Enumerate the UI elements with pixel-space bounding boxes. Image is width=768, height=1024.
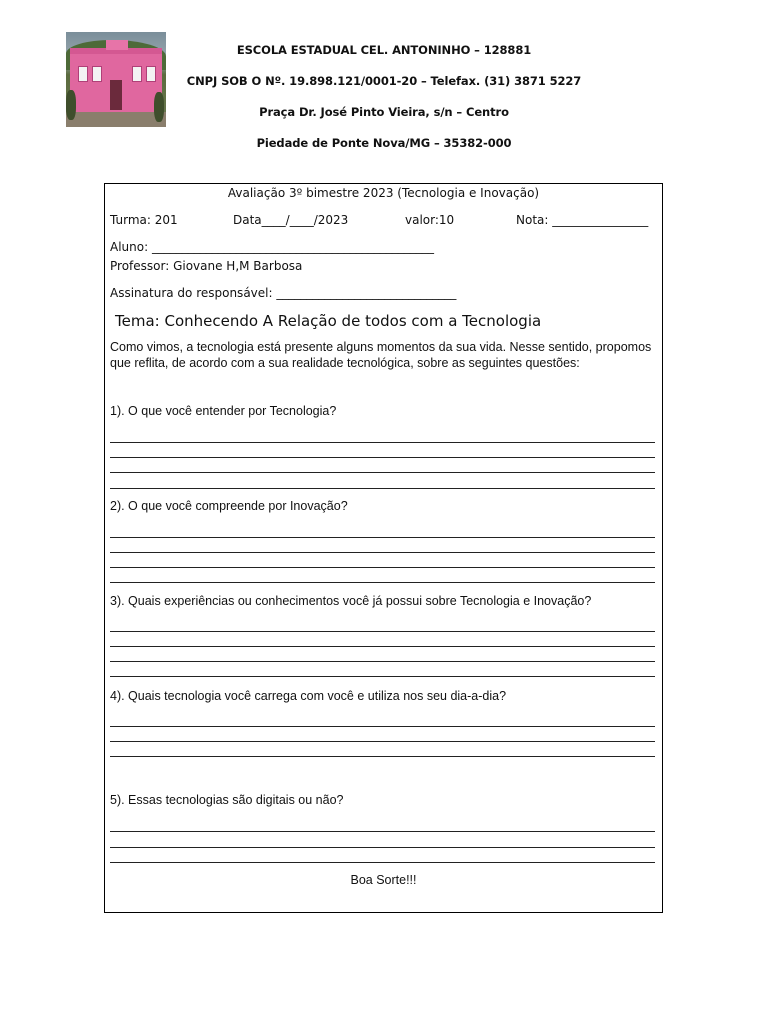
answer-line[interactable]: [110, 646, 655, 647]
answer-line[interactable]: [110, 661, 655, 662]
answer-line[interactable]: [110, 862, 655, 863]
answer-line[interactable]: [110, 831, 655, 832]
answer-line[interactable]: [110, 488, 655, 489]
answer-line[interactable]: [110, 552, 655, 553]
answer-line[interactable]: [110, 442, 655, 443]
school-building-photo: [66, 32, 166, 127]
answer-line[interactable]: [110, 847, 655, 848]
assessment-form: [104, 183, 663, 913]
school-cnpj: CNPJ SOB O Nº. 19.898.121/0001-20 – Telefax. (31) 3871 5227: [186, 74, 582, 88]
grade-field[interactable]: Nota: ________________: [516, 213, 649, 227]
answer-line[interactable]: [110, 741, 655, 742]
form-title: Avaliação 3º bimestre 2023 (Tecnologia e Inovação): [227, 186, 540, 200]
answer-line[interactable]: [110, 756, 655, 757]
question-3: 3). Quais experiências ou conhecimentos você já possui sobre Tecnologia e Inovação?: [110, 594, 592, 608]
question-4: 4). Quais tecnologia você carrega com você e utiliza nos seu dia-a-dia?: [110, 689, 507, 703]
date-field[interactable]: Data____/____/2023: [233, 213, 349, 227]
answer-line[interactable]: [110, 726, 655, 727]
closing-message: Boa Sorte!!!: [350, 873, 417, 887]
intro-paragraph: Como vimos, a tecnologia está presente alguns momentos da sua vida. Nesse sentido, propomos que reflita, de acordo com a sua realidade tecnológica, sobre as seguintes questões:: [110, 340, 652, 370]
school-address: Praça Dr. José Pinto Vieira, s/n – Centro: [259, 105, 509, 119]
answer-line[interactable]: [110, 537, 655, 538]
school-name: ESCOLA ESTADUAL CEL. ANTONINHO – 128881: [236, 43, 532, 57]
guardian-signature-field[interactable]: Assinatura do responsável: ______________________________: [110, 286, 457, 300]
answer-line[interactable]: [110, 676, 655, 677]
answer-line[interactable]: [110, 631, 655, 632]
answer-line[interactable]: [110, 582, 655, 583]
question-1: 1). O que você entender por Tecnologia?: [110, 404, 337, 418]
answer-line[interactable]: [110, 472, 655, 473]
question-2: 2). O que você compreende por Inovação?: [110, 499, 348, 513]
answer-line[interactable]: [110, 567, 655, 568]
class-field: Turma: 201: [110, 213, 178, 227]
school-city: Piedade de Ponte Nova/MG – 35382-000: [256, 136, 512, 150]
value-field: valor:10: [405, 213, 455, 227]
student-field[interactable]: Aluno: _______________________________________________: [110, 240, 434, 254]
teacher-name: Professor: Giovane H,M Barbosa: [110, 259, 303, 273]
answer-line[interactable]: [110, 457, 655, 458]
question-5: 5). Essas tecnologias são digitais ou não?: [110, 793, 344, 807]
theme-heading: Tema: Conhecendo A Relação de todos com a Tecnologia: [115, 312, 542, 330]
